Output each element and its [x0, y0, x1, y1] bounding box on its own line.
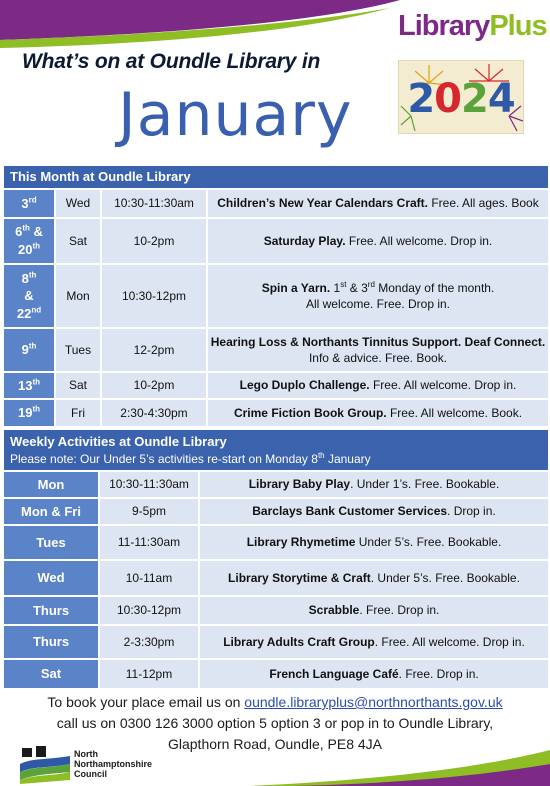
activity-day: Mon & Fri — [3, 498, 99, 525]
event-description: Crime Fiction Book Group. Free. All welcome. Book. — [207, 399, 549, 427]
table-row — [3, 625, 549, 659]
event-date: 9th — [3, 328, 55, 372]
weekly-section-heading: Weekly Activities at Oundle Library Please note: Our Under 5’s activities re-start on Monday 8th January — [3, 429, 549, 471]
activity-time: 11-11:30am — [99, 525, 199, 560]
table-row — [3, 560, 549, 596]
activity-day: Wed — [3, 560, 99, 596]
activity-time: 11-12pm — [99, 659, 199, 689]
event-day: Tues — [55, 328, 101, 372]
activity-time: 10-11am — [99, 560, 199, 596]
event-description: Hearing Loss & Northants Tinnitus Support. Deaf Connect. Info & advice. Free. Book. — [207, 328, 549, 372]
event-date: 3rd — [3, 189, 55, 218]
activity-description: Library Adults Craft Group. Free. All welcome. Drop in. — [199, 625, 549, 659]
event-time: 12-2pm — [101, 328, 207, 372]
event-day: Mon — [55, 264, 101, 328]
council-emblem-icon — [20, 744, 72, 784]
event-date: 8th & 22nd — [3, 264, 55, 328]
activity-day: Thurs — [3, 625, 99, 659]
monthly-events-table — [2, 164, 550, 428]
footer-swoosh — [250, 740, 550, 786]
year-text: 2024 — [407, 76, 515, 122]
month-heading: January — [118, 80, 353, 150]
council-logo — [20, 744, 170, 784]
activity-day: Mon — [3, 471, 99, 498]
table-row — [3, 189, 549, 218]
activity-time: 2-3:30pm — [99, 625, 199, 659]
monthly-section-heading: This Month at Oundle Library — [3, 165, 549, 189]
page-title: What’s on at Oundle Library in — [22, 50, 321, 73]
libraryplus-logo: LibraryPlus — [398, 10, 547, 42]
council-name: North Northamptonshire Council — [74, 749, 153, 779]
event-description: Children’s New Year Calendars Craft. Free. All ages. Book — [207, 189, 549, 218]
event-description: Spin a Yarn. 1st & 3rd Monday of the month. All welcome. Free. Drop in. — [207, 264, 549, 328]
weekly-note: Please note: Our Under 5’s activities re-start on Monday 8th January — [10, 450, 371, 466]
activity-time: 10:30-11:30am — [99, 471, 199, 498]
table-row — [3, 659, 549, 689]
table-row — [3, 399, 549, 427]
event-time: 10-2pm — [101, 372, 207, 399]
event-date: 19th — [3, 399, 55, 427]
event-day: Fri — [55, 399, 101, 427]
event-description: Saturday Play. Free. All welcome. Drop in. — [207, 218, 549, 264]
activity-day: Tues — [3, 525, 99, 560]
event-description: Lego Duplo Challenge. Free. All welcome. Drop in. — [207, 372, 549, 399]
weekly-activities-table — [2, 428, 550, 690]
email-link[interactable]: oundle.libraryplus@northnorthants.gov.uk — [244, 694, 503, 710]
activity-day: Thurs — [3, 596, 99, 625]
table-row — [3, 498, 549, 525]
activity-description: Scrabble. Free. Drop in. — [199, 596, 549, 625]
event-day: Sat — [55, 218, 101, 264]
activity-description: Library Baby Play. Under 1’s. Free. Bookable. — [199, 471, 549, 498]
event-time: 2:30-4:30pm — [101, 399, 207, 427]
event-day: Wed — [55, 189, 101, 218]
activity-description: Library Storytime & Craft. Under 5’s. Free. Bookable. — [199, 560, 549, 596]
table-row — [3, 525, 549, 560]
activity-time: 10:30-12pm — [99, 596, 199, 625]
event-time: 10-2pm — [101, 218, 207, 264]
table-row — [3, 328, 549, 372]
event-date: 6th & 20th — [3, 218, 55, 264]
activity-description: Library Rhymetime Under 5’s. Free. Bookable. — [199, 525, 549, 560]
year-2024-image — [398, 60, 524, 134]
activity-day: Sat — [3, 659, 99, 689]
table-row — [3, 372, 549, 399]
table-row — [3, 596, 549, 625]
event-time: 10:30-11:30am — [101, 189, 207, 218]
booking-line-3: Glapthorn Road, Oundle, PE8 4JA — [167, 736, 383, 752]
booking-line-2: call us on 0300 126 3000 option 5 option 3 or pop in to Oundle Library, — [56, 715, 494, 731]
activity-description: French Language Café. Free. Drop in. — [199, 659, 549, 689]
activity-time: 9-5pm — [99, 498, 199, 525]
event-date: 13th — [3, 372, 55, 399]
table-row — [3, 218, 549, 264]
table-row — [3, 264, 549, 328]
activity-description: Barclays Bank Customer Services. Drop in. — [199, 498, 549, 525]
booking-line-1: To book your place email us on oundle.libraryplus@northnorthants.gov.uk — [47, 694, 503, 710]
event-day: Sat — [55, 372, 101, 399]
table-row — [3, 471, 549, 498]
event-time: 10:30-12pm — [101, 264, 207, 328]
